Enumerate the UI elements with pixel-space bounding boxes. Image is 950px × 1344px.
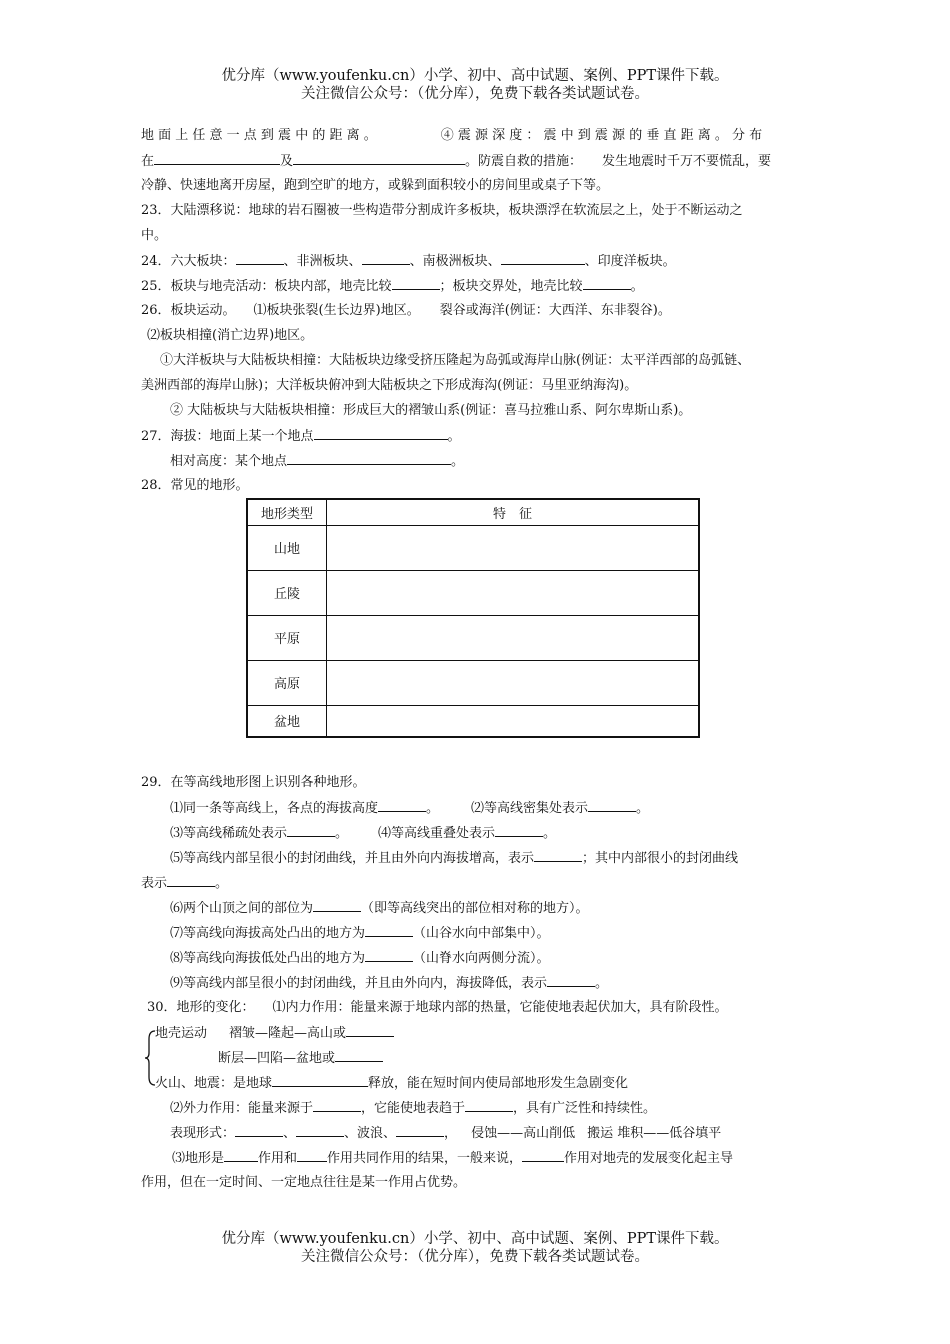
text: 。防震自救的措施：	[465, 154, 583, 169]
blank[interactable]	[365, 923, 413, 937]
blank[interactable]	[588, 798, 636, 812]
blank[interactable]	[495, 823, 543, 837]
text: 、南极洲板块、	[409, 254, 501, 269]
text: 24．六大板块：	[141, 254, 236, 269]
page-footer	[0, 1230, 950, 1266]
table-cell-blank[interactable]	[327, 570, 700, 615]
text: ⑻等高线向海拔低处凸出的地方为	[170, 951, 366, 966]
text: ⑵板块相撞(消亡边界)地区。	[147, 328, 314, 343]
table-cell-blank[interactable]	[327, 525, 700, 570]
text: 表现形式：	[170, 1126, 236, 1141]
text: 作用，但在一定时间、一定地点往往是某一作用占优势。	[141, 1175, 467, 1190]
text: 、	[283, 1126, 297, 1141]
blank[interactable]	[465, 1098, 513, 1112]
text: 作用共同作用的结果，一般来说，	[327, 1151, 523, 1166]
text: ⑺等高线向海拔高处凸出的地方为	[170, 926, 366, 941]
blank[interactable]	[287, 823, 335, 837]
table-row-label: 丘陵	[247, 570, 327, 615]
text: 相对高度：某个地点	[170, 454, 288, 469]
blank[interactable]	[224, 1148, 258, 1162]
text: ⑶地形是	[172, 1151, 225, 1166]
landform-table	[246, 498, 700, 738]
text: 发生地震时千万不要慌乱，要	[602, 154, 772, 169]
blank[interactable]	[236, 251, 284, 265]
text: ；板块交界处，地壳比较	[439, 279, 583, 294]
table-header-feature: 特 征	[327, 499, 700, 525]
blank[interactable]	[365, 948, 413, 962]
text: ② 大陆板块与大陆板块相撞：形成巨大的褶皱山系(例证：喜马拉雅山系、阿尔卑斯山系)。	[170, 403, 692, 418]
text: ，它能使地表趋于	[361, 1101, 466, 1116]
text: ⑼等高线内部呈很小的封闭曲线，并且由外向内，海拔降低，表示	[170, 976, 548, 991]
text: 地 面 上 任 意 一 点 到 震 中 的 距 离 。	[141, 128, 377, 143]
text: （即等高线突出的部位相对称的地方）。	[361, 901, 589, 916]
blank[interactable]	[297, 1148, 327, 1162]
footer-line-2: 关注微信公众号：（优分库），免费下载各类试题试卷。	[301, 1249, 649, 1265]
blank[interactable]	[362, 251, 410, 265]
blank[interactable]	[293, 151, 465, 165]
text: 。	[630, 279, 644, 294]
text: ①大洋板块与大陆板块相撞：大陆板块边缘受挤压隆起为岛弧或海岸山脉(例证：太平洋西部的岛弧链、	[160, 353, 751, 368]
text: 表示	[141, 876, 168, 891]
text: ⑷等高线重叠处表示	[378, 826, 496, 841]
text: 作用对地壳的发展变化起主导	[564, 1151, 734, 1166]
blank[interactable]	[272, 1073, 368, 1087]
blank[interactable]	[287, 451, 451, 465]
blank[interactable]	[154, 151, 280, 165]
text: ⑸等高线内部呈很小的封闭曲线，并且由外向内海拔增高，表示	[170, 851, 535, 866]
table-row-label: 山地	[247, 525, 327, 570]
text: 。	[636, 801, 650, 816]
text: 。	[447, 429, 461, 444]
text: ⑹两个山顶之间的部位为	[170, 901, 314, 916]
blank[interactable]	[313, 898, 361, 912]
blank[interactable]	[346, 1023, 394, 1037]
text: 冷静、快速地离开房屋，跑到空旷的地方，或躲到面积较小的房间里或桌子下等。	[141, 178, 610, 193]
blank[interactable]	[335, 1048, 383, 1062]
text: 。	[335, 826, 349, 841]
text: 、印度洋板块。	[584, 254, 676, 269]
text: 断层—凹陷—盆地或	[218, 1051, 336, 1066]
text: 29．在等高线地形图上识别各种地形。	[141, 775, 366, 790]
blank[interactable]	[392, 276, 440, 290]
page-header	[0, 67, 950, 103]
text: ，具有广泛性和持续性。	[513, 1101, 657, 1116]
footer-line-1: 优分库（www.youfenku.cn）小学、初中、高中试题、案例、PPT课件下载。	[221, 1231, 729, 1247]
blank[interactable]	[583, 276, 631, 290]
text: ④ 震 源 深 度 ： 震 中 到 震 源 的 垂 直 距 离 。 分 布	[440, 128, 763, 143]
text: 。	[451, 454, 465, 469]
blank[interactable]	[501, 251, 585, 265]
text: 。	[543, 826, 557, 841]
text: 26．板块运动。	[141, 303, 236, 318]
table-row-label: 平原	[247, 615, 327, 660]
table-row-label: 高原	[247, 660, 327, 705]
text: 裂谷或海洋(例证：大西洋、东非裂谷)。	[439, 303, 671, 318]
table-cell-blank[interactable]	[327, 615, 700, 660]
text: ⑵等高线密集处表示	[471, 801, 589, 816]
text: ⑴内力作用：能量来源于地球内部的热量，它能使地表起伏加大，具有阶段性。	[272, 1000, 728, 1015]
header-line-1: 优分库（www.youfenku.cn）小学、初中、高中试题、案例、PPT课件下载。	[221, 68, 729, 84]
header-line-2: 关注微信公众号：（优分库），免费下载各类试题试卷。	[301, 86, 649, 102]
blank[interactable]	[235, 1123, 283, 1137]
text: ；其中内部很小的封闭曲线	[582, 851, 739, 866]
text: 、非洲板块、	[283, 254, 362, 269]
table-header-type: 地形类型	[247, 499, 327, 525]
text: ⑴板块张裂(生长边界)地区。	[253, 303, 420, 318]
blank[interactable]	[314, 426, 448, 440]
text: ，	[444, 1126, 458, 1141]
blank[interactable]	[378, 798, 426, 812]
text: ⑵外力作用：能量来源于	[170, 1101, 314, 1116]
blank[interactable]	[396, 1123, 444, 1137]
text: 。	[595, 976, 609, 991]
text: 27．海拔：地面上某一个地点	[141, 429, 314, 444]
blank[interactable]	[534, 848, 582, 862]
text: 28．常见的地形。	[141, 478, 249, 493]
text: 。	[426, 801, 440, 816]
text: 地壳运动	[155, 1026, 208, 1041]
text: 30．地形的变化：	[147, 1000, 255, 1015]
blank[interactable]	[522, 1148, 564, 1162]
text: （山脊水向两侧分流）。	[413, 951, 550, 966]
text: 褶皱—隆起—高山或	[229, 1026, 347, 1041]
text: 火山、地震：是地球	[155, 1076, 273, 1091]
text: 、波浪、	[344, 1126, 397, 1141]
blank[interactable]	[547, 973, 595, 987]
text: 。	[215, 876, 229, 891]
text: （山谷水向中部集中）。	[413, 926, 550, 941]
text: 搬运 堆积——低谷填平	[587, 1126, 722, 1141]
text: 23．大陆漂移说：地球的岩石圈被一些构造带分割成许多板块，板块漂浮在软流层之上，处于不断运动之	[141, 203, 743, 218]
blank[interactable]	[313, 1098, 361, 1112]
text: 及	[280, 154, 294, 169]
text: ⑶等高线稀疏处表示	[170, 826, 288, 841]
table-cell-blank[interactable]	[327, 660, 700, 705]
blank[interactable]	[167, 873, 215, 887]
table-row-label: 盆地	[247, 705, 327, 737]
table-cell-blank[interactable]	[327, 705, 700, 737]
blank[interactable]	[296, 1123, 344, 1137]
text: 释放，能在短时间内使局部地形发生急剧变化	[368, 1076, 629, 1091]
text: 在	[141, 154, 155, 169]
text: 美洲西部的海岸山脉)；大洋板块俯冲到大陆板块之下形成海沟(例证：马里亚纳海沟)。	[141, 378, 638, 393]
text: 25．板块与地壳活动：板块内部，地壳比较	[141, 279, 392, 294]
text: 侵蚀——高山削低	[471, 1126, 576, 1141]
text: ⑴同一条等高线上，各点的海拔高度	[170, 801, 379, 816]
text: 作用和	[258, 1151, 298, 1166]
text: 中。	[141, 228, 168, 243]
